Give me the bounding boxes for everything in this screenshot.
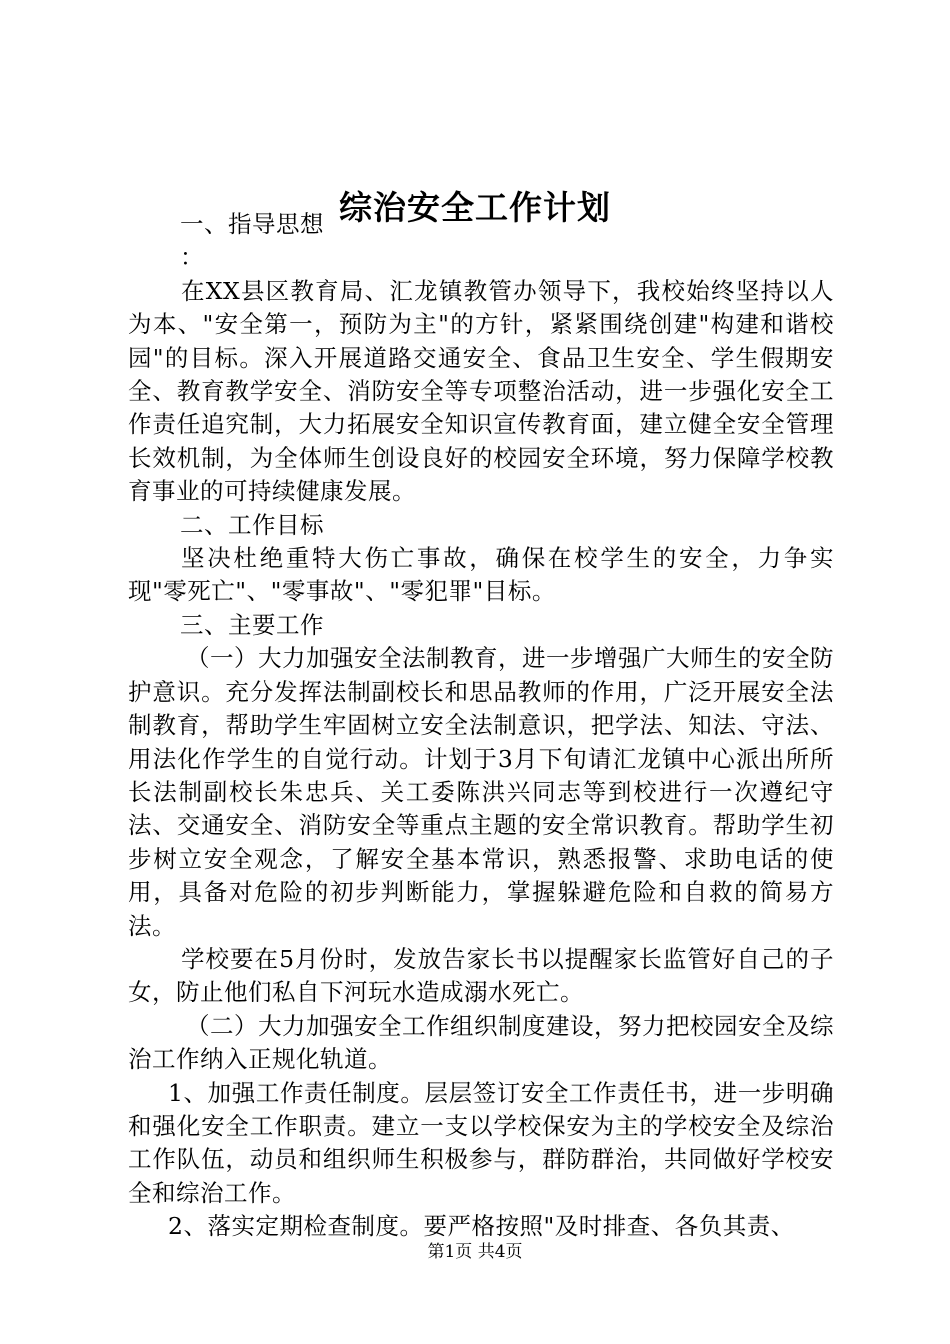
document-body (128, 208, 834, 1244)
document-title: 综治安全工作计划 (339, 188, 611, 227)
paragraph-work-goals: 坚决杜绝重特大伤亡事故，确保在校学生的安全，力争实现"零死亡"、"零事故"、"零犯罪"目标。 (128, 544, 834, 606)
colon-mark: ： (180, 243, 204, 272)
page-number-footer: 第1页 共4页 (427, 1242, 523, 1262)
paragraph-parent-letter: 学校要在5月份时，发放告家长书以提醒家长监管好自己的子女，防止他们私自下河玩水造成溺水死亡。 (128, 944, 834, 1007)
section-heading-work-goals: 二、工作目标 (180, 510, 324, 539)
paragraph-guiding-ideology: 在XX县区教育局、汇龙镇教管办领导下，我校始终坚持以人为本、"安全第一，预防为主"的方针，紧紧围绕创建"构建和谐校园"的目标。深入开展道路交通安全、食品卫生安全、学生假期安全、教育教学安全、消防安全等专项整治活动，进一步强化安全工作责任追究制，大力拓展安全知识宣传教育面，建立健全安全管理长效机制，为全体师生创设良好的校园安全环境，努力保障学校教育事业的可持续健康发展。 (128, 276, 834, 506)
section-heading-guiding-ideology: 一、指导思想 (180, 210, 324, 238)
paragraph-organization-system: （二）大力加强安全工作组织制度建设，努力把校园安全及综治工作纳入正规化轨道。 (128, 1011, 834, 1074)
section-heading-main-work: 三、主要工作 (180, 610, 324, 639)
paragraph-inspection-system: 2、落实定期检查制度。要严格按照"及时排查、各负其责、 (168, 1212, 795, 1241)
paragraph-safety-law-education: （一）大力加强安全法制教育，进一步增强广大师生的安全防护意识。充分发挥法制副校长和思品教师的作用，广泛开展安全法制教育，帮助学生牢固树立安全法制意识，把学法、知法、守法、用法化作学生的自觉行动。计划于3月下旬请汇龙镇中心派出所所长法制副校长朱忠兵、关工委陈洪兴同志等到校进行一次遵纪守法、交通安全、消防安全等重点主题的安全常识教育。帮助学生初步树立安全观念，了解安全基本常识，熟悉报警、求助电话的使用，具备对危险的初步判断能力，掌握躲避危险和自救的简易方法。 (128, 644, 834, 940)
paragraph-responsibility-system: 1、加强工作责任制度。层层签订安全工作责任书，进一步明确和强化安全工作职责。建立一支以学校保安为主的学校安全及综治工作队伍，动员和组织师生积极参与，群防群治，共同做好学校安全和综治工作。 (128, 1078, 834, 1207)
